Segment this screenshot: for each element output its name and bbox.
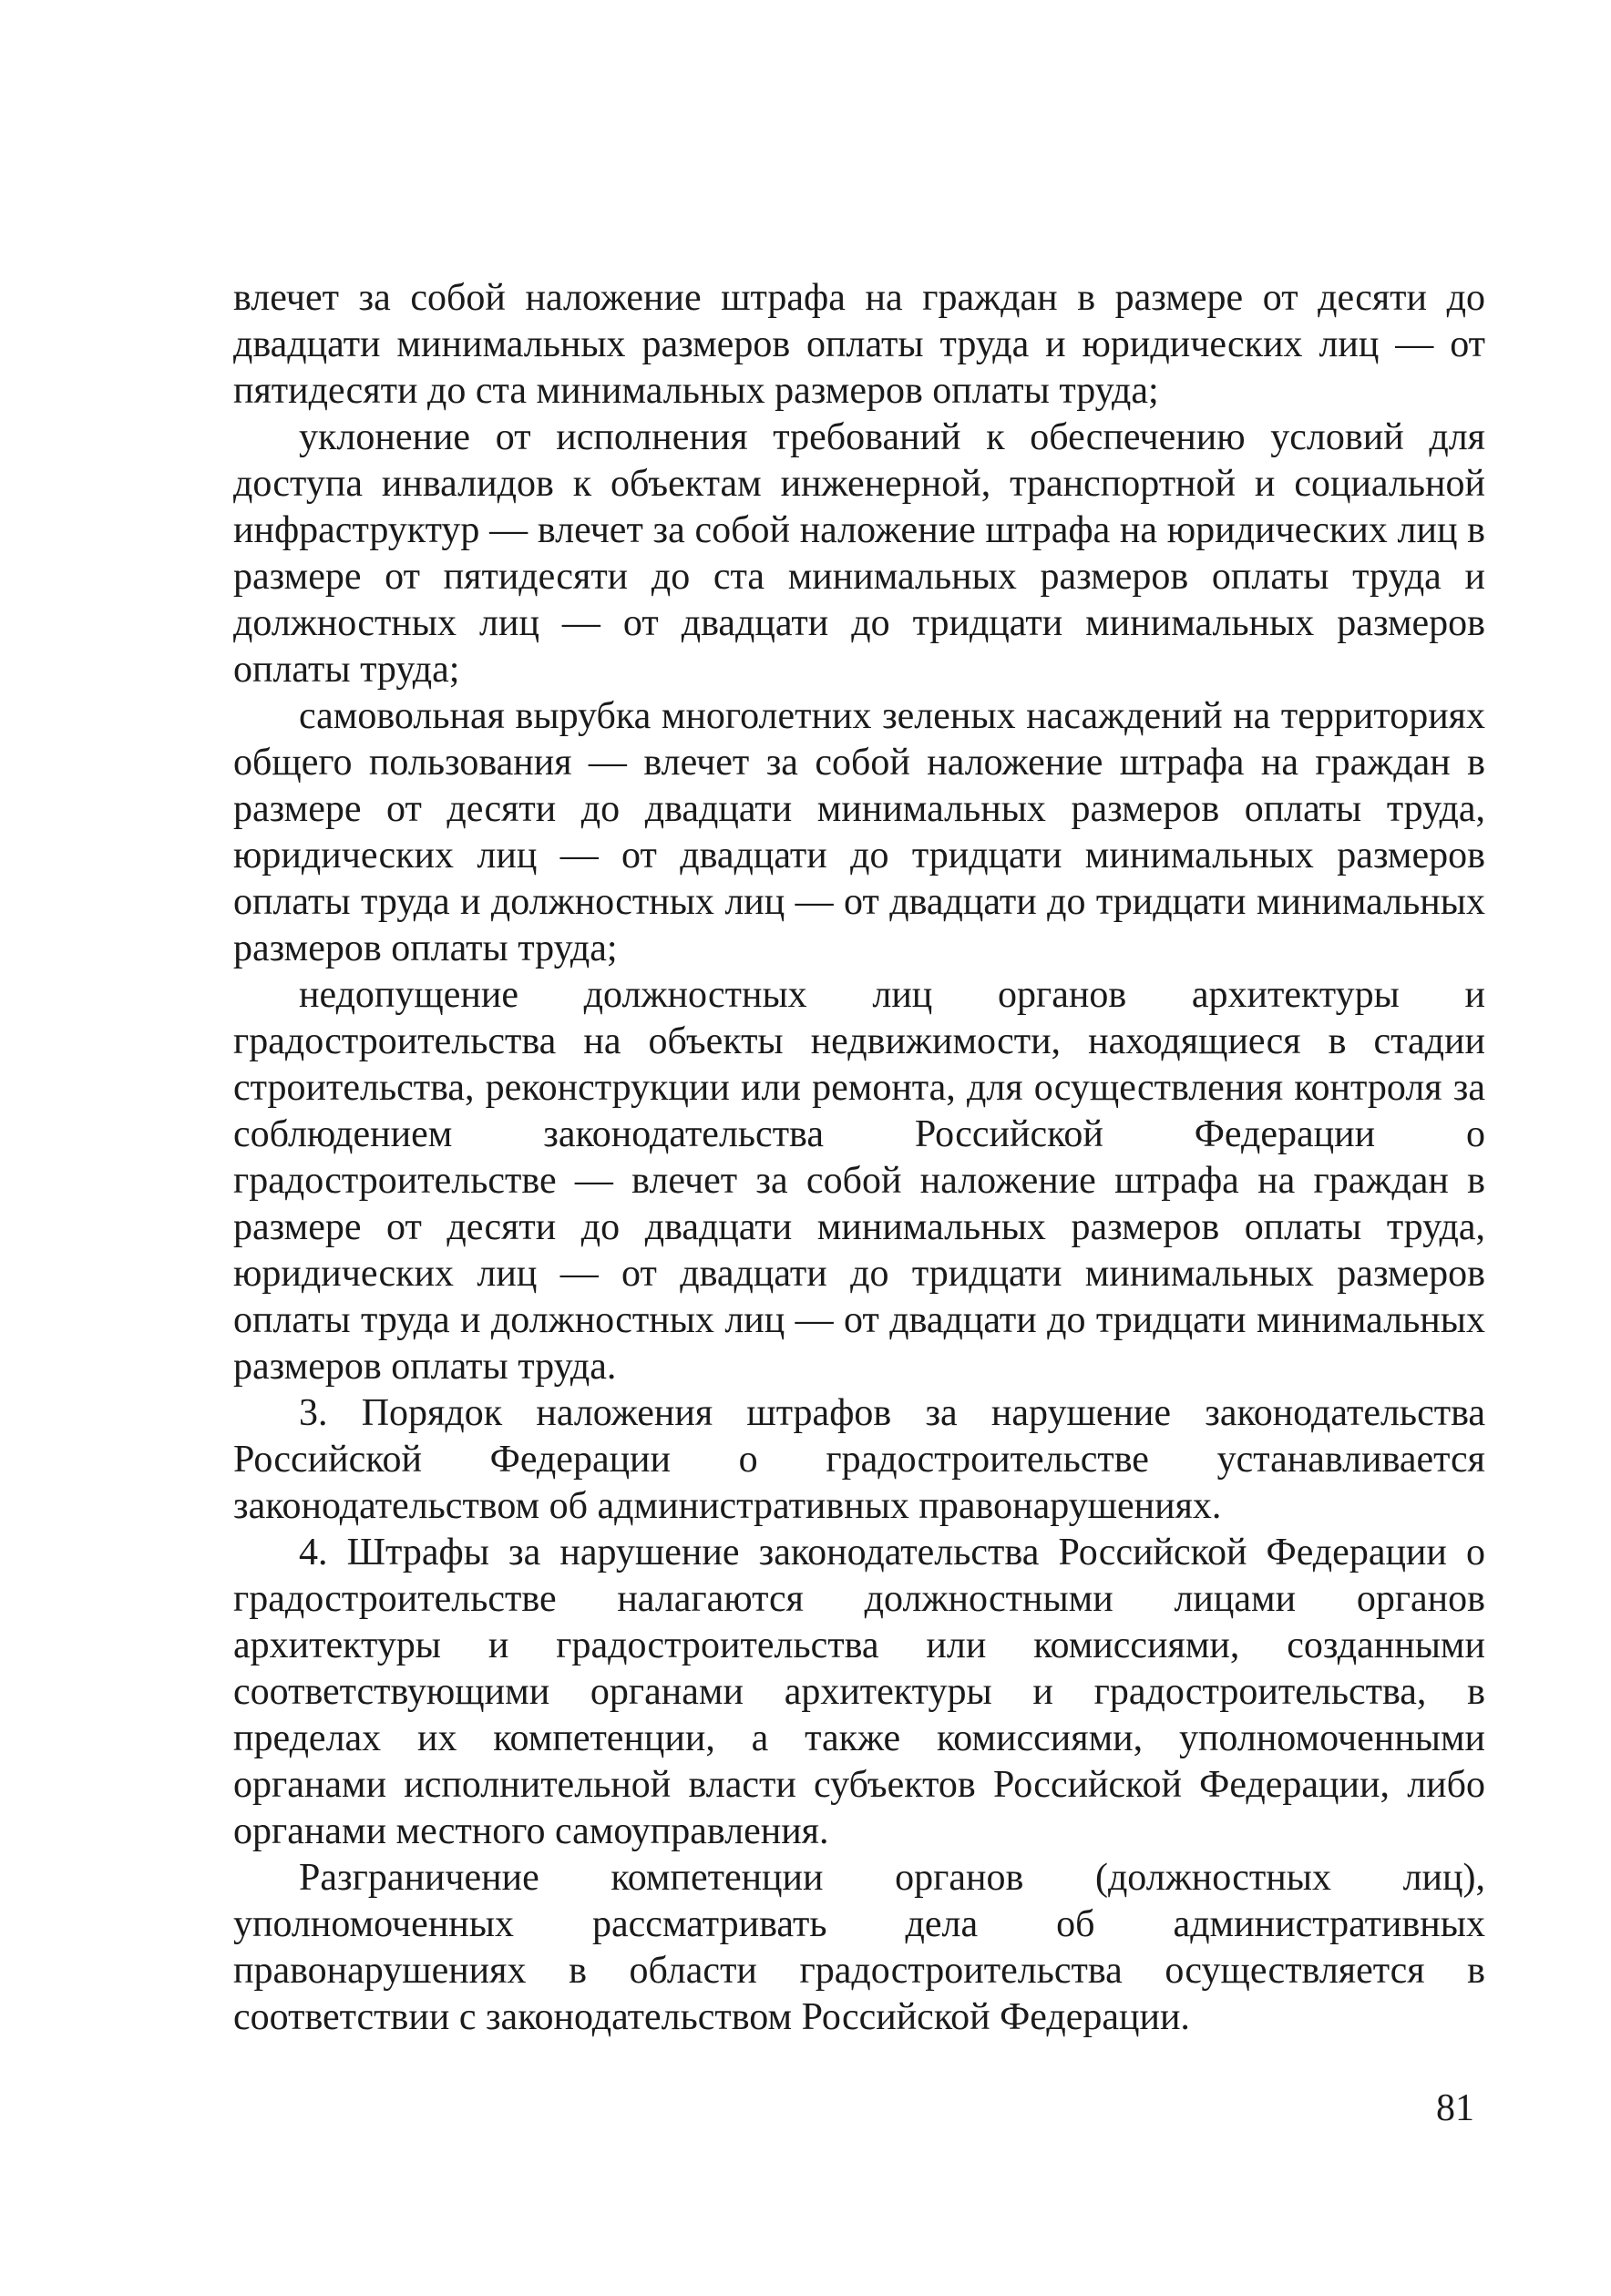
paragraph-2: уклонение от исполнения требований к обеспечению условий для доступа инвалидов к объектам инженерной, транспортной и социальной инфраструктур — влечет за собой наложение штрафа на юридических лиц в размере от пятидесяти до ста минимальных размеров оплаты труда и должностных лиц — от двадцати до тридцати минимальных размеров оплаты труда; (233, 416, 1485, 691)
paragraph-5: 3. Порядок наложения штрафов за нарушение законодательства Российской Федерации о градостроительстве устанавливается законодательством об административных правонарушениях. (233, 1392, 1485, 1527)
body-text (233, 275, 1485, 2041)
paragraph-3: самовольная вырубка многолетних зеленых насаждений на территориях общего пользования — влечет за собой наложение штрафа на граждан в размере от десяти до двадцати минимальных размеров оплаты труда, юридических лиц — от двадцати до тридцати минимальных размеров оплаты труда и должностных лиц — от двадцати до тридцати минимальных размеров оплаты труда; (233, 695, 1485, 969)
paragraph-6: 4. Штрафы за нарушение законодательства Российской Федерации о градостроительстве налагаются должностными лицами органов архитектуры и градостроительства или комиссиями, созданными соответствующими органами архитектуры и градостроительства, в пределах их компетенции, а также комиссиями, уполномоченными органами исполнительной власти субъектов Российской Федерации, либо органами местного самоуправления. (233, 1532, 1485, 1852)
paragraph-4: недопущение должностных лиц органов архитектуры и градостроительства на объекты недвижимости, находящиеся в стадии строительства, реконструкции или ремонта, для осуществления контроля за соблюдением законодательства Российской Федерации о градостроительстве — влечет за собой наложение штрафа на граждан в размере от десяти до двадцати минимальных размеров оплаты труда, юридических лиц — от двадцати до тридцати минимальных размеров оплаты труда и должностных лиц — от двадцати до тридцати минимальных размеров оплаты труда. (233, 974, 1485, 1388)
page-number: 81 (1436, 2087, 1474, 2129)
paragraph-7: Разграничение компетенции органов (должностных лиц), уполномоченных рассматривать дела об административных правонарушениях в области градостроительства осуществляется в соответствии с законодательством Российской Федерации. (233, 1857, 1485, 2038)
paragraph-1: влечет за собой наложение штрафа на граждан в размере от десяти до двадцати минимальных размеров оплаты труда и юридических лиц — от пятидесяти до ста минимальных размеров оплаты труда; (233, 277, 1485, 412)
